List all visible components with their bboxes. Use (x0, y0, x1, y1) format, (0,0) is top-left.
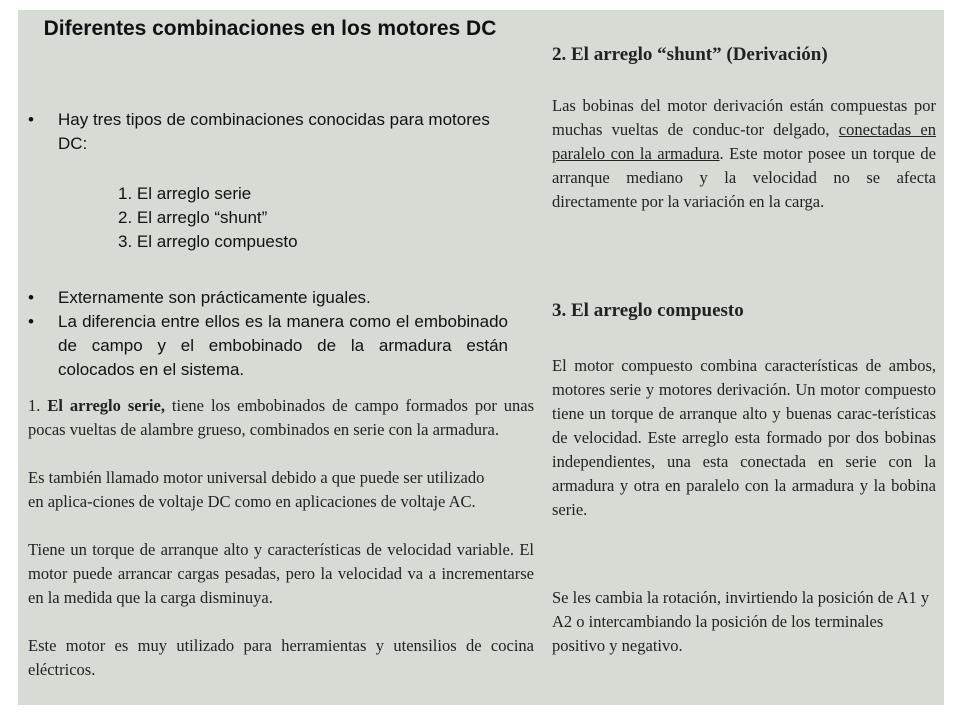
serie-paragraph: Tiene un torque de arranque alto y características de velocidad variable. El motor puede arrancar cargas pesadas, pero la velocidad va a incrementarse en la medida que la carga disminuya. (28, 540, 534, 607)
bullet-text: Hay tres tipos de combinaciones conocidas para motores DC: (58, 110, 490, 153)
shunt-heading (552, 44, 828, 66)
bullet-marker: • (28, 110, 34, 129)
shunt-text (552, 94, 936, 214)
bullet-item (28, 310, 508, 382)
bullet-marker: • (28, 312, 34, 331)
page-title: Diferentes combinaciones en los motores DC (43, 17, 497, 40)
shunt-heading-close: ) (821, 44, 828, 65)
bullet-item (28, 108, 508, 156)
serie-heading: El arreglo serie, (47, 396, 165, 415)
compuesto-paragraph: El motor compuesto combina características de ambos, motores serie y motores derivación. Un motor compuesto tiene un torque de arranque alto y buenas carac-terísticas de velocidad. Este arreglo esta formado por dos bobinas independientes, una esta conectada en serie con la armadura y otra en paralelo con la armadura y la bobina serie. (552, 356, 936, 519)
compuesto-heading: 3. El arreglo compuesto (552, 300, 744, 321)
serie-paragraph: Es también llamado motor universal debido a que puede ser utilizado en aplica-ciones de voltaje DC como en aplicaciones de voltaje AC. (28, 468, 485, 511)
bullet-marker: • (28, 288, 34, 307)
serie-paragraph: Este motor es muy utilizado para herramientas y utensilios de cocina eléctricos. (28, 636, 534, 679)
bullet-text: Externamente son prácticamente iguales. (58, 288, 371, 307)
shunt-text-underlined: conectadas en paralelo con la armadura (552, 120, 936, 163)
shunt-text-a: Las bobinas del motor derivación están compuestas por muchas vueltas de conduc-tor delgado, (552, 96, 936, 139)
serie-section (28, 394, 534, 442)
serie-number: 1. (28, 396, 41, 415)
numbered-item: 2. El arreglo “shunt” (118, 208, 268, 227)
numbered-item: 3. El arreglo compuesto (118, 232, 298, 251)
bullet-item (28, 286, 508, 310)
bullet-text: La diferencia entre ellos es la manera como el embobinado de campo y el embobinado de la armadura están colocados en el sistema. (58, 312, 508, 379)
serie-text: tiene los embobinados de campo formados por unas pocas vueltas de alambre grueso, combinados en serie con la armadura. (28, 396, 535, 439)
numbered-item: 1. El arreglo serie (118, 184, 252, 203)
shunt-heading-text: 2. El arreglo “shunt” ( (552, 44, 733, 65)
shunt-heading-paren: Derivación (732, 44, 822, 65)
shunt-text-b: . Este motor posee un torque de arranque mediano y la velocidad no se afecta directamente por la variación en la carga. (552, 144, 936, 211)
compuesto-paragraph: Se les cambia la rotación, invirtiendo la posición de A1 y A2 o intercambiando la posición de los terminales positivo y negativo. (552, 588, 930, 655)
